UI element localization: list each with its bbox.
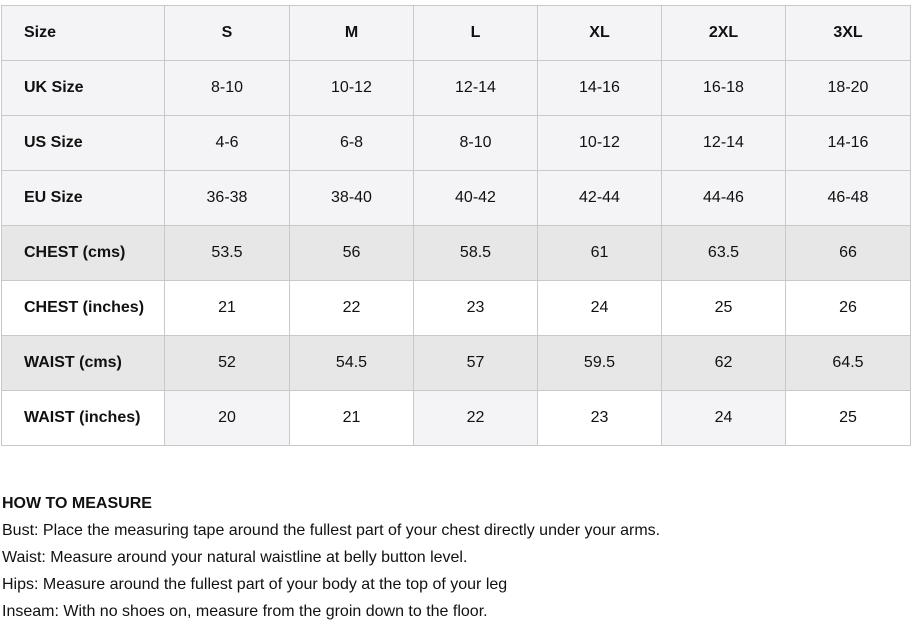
table-cell: 18-20: [786, 61, 911, 116]
table-header-row: [2, 6, 911, 61]
row-label: WAIST (inches): [2, 391, 165, 446]
table-cell: 24: [662, 391, 786, 446]
table-cell: 21: [165, 281, 290, 336]
row-label: US Size: [2, 116, 165, 171]
table-cell: 58.5: [414, 226, 538, 281]
table-row-eu-size: [2, 171, 911, 226]
header-cell-size: Size: [2, 6, 165, 61]
table-row-chest-inches: [2, 281, 911, 336]
table-cell: 21: [290, 391, 414, 446]
header-cell-3xl: 3XL: [786, 6, 911, 61]
table-cell: 22: [290, 281, 414, 336]
table-cell: 23: [414, 281, 538, 336]
table-cell: 57: [414, 336, 538, 391]
measure-instruction-waist: Waist: Measure around your natural waistline at belly button level.: [2, 549, 468, 566]
table-cell: 36-38: [165, 171, 290, 226]
table-cell: 44-46: [662, 171, 786, 226]
table-cell: 25: [662, 281, 786, 336]
table-cell: 20: [165, 391, 290, 446]
table-cell: 40-42: [414, 171, 538, 226]
table-cell: 56: [290, 226, 414, 281]
table-cell: 26: [786, 281, 911, 336]
table-row-waist-inches: [2, 391, 911, 446]
table-row-chest-cms: [2, 226, 911, 281]
table-cell: 59.5: [538, 336, 662, 391]
table-cell: 53.5: [165, 226, 290, 281]
table-cell: 8-10: [165, 61, 290, 116]
table-cell: 64.5: [786, 336, 911, 391]
table-cell: 46-48: [786, 171, 911, 226]
table-cell: 10-12: [538, 116, 662, 171]
table-cell: 10-12: [290, 61, 414, 116]
table-cell: 25: [786, 391, 911, 446]
table-cell: 6-8: [290, 116, 414, 171]
table-cell: 14-16: [538, 61, 662, 116]
table-cell: 42-44: [538, 171, 662, 226]
table-cell: 61: [538, 226, 662, 281]
row-label: UK Size: [2, 61, 165, 116]
table-cell: 23: [538, 391, 662, 446]
table-cell: 12-14: [414, 61, 538, 116]
table-row-us-size: [2, 116, 911, 171]
table-cell: 52: [165, 336, 290, 391]
table-cell: 16-18: [662, 61, 786, 116]
header-cell-xl: XL: [538, 6, 662, 61]
measure-instruction-bust: Bust: Place the measuring tape around the fullest part of your chest directly under your arms.: [2, 522, 661, 539]
row-label: CHEST (cms): [2, 226, 165, 281]
table-cell: 63.5: [662, 226, 786, 281]
header-cell-2xl: 2XL: [662, 6, 786, 61]
row-label: EU Size: [2, 171, 165, 226]
size-chart-table: [1, 5, 911, 446]
table-row-waist-cms: [2, 336, 911, 391]
table-cell: 8-10: [414, 116, 538, 171]
table-cell: 54.5: [290, 336, 414, 391]
table-cell: 66: [786, 226, 911, 281]
how-to-measure-section: [2, 490, 902, 625]
header-cell-l: L: [414, 6, 538, 61]
table-cell: 62: [662, 336, 786, 391]
table-cell: 14-16: [786, 116, 911, 171]
table-row-uk-size: [2, 61, 911, 116]
measure-instruction-inseam: Inseam: With no shoes on, measure from the groin down to the floor.: [2, 603, 488, 620]
table-cell: 4-6: [165, 116, 290, 171]
table-cell: 38-40: [290, 171, 414, 226]
table-cell: 12-14: [662, 116, 786, 171]
header-cell-m: M: [290, 6, 414, 61]
how-to-measure-heading: HOW TO MEASURE: [2, 495, 152, 512]
row-label: CHEST (inches): [2, 281, 165, 336]
measure-instruction-hips: Hips: Measure around the fullest part of your body at the top of your leg: [2, 576, 508, 593]
table-cell: 24: [538, 281, 662, 336]
table-cell: 22: [414, 391, 538, 446]
header-cell-s: S: [165, 6, 290, 61]
row-label: WAIST (cms): [2, 336, 165, 391]
